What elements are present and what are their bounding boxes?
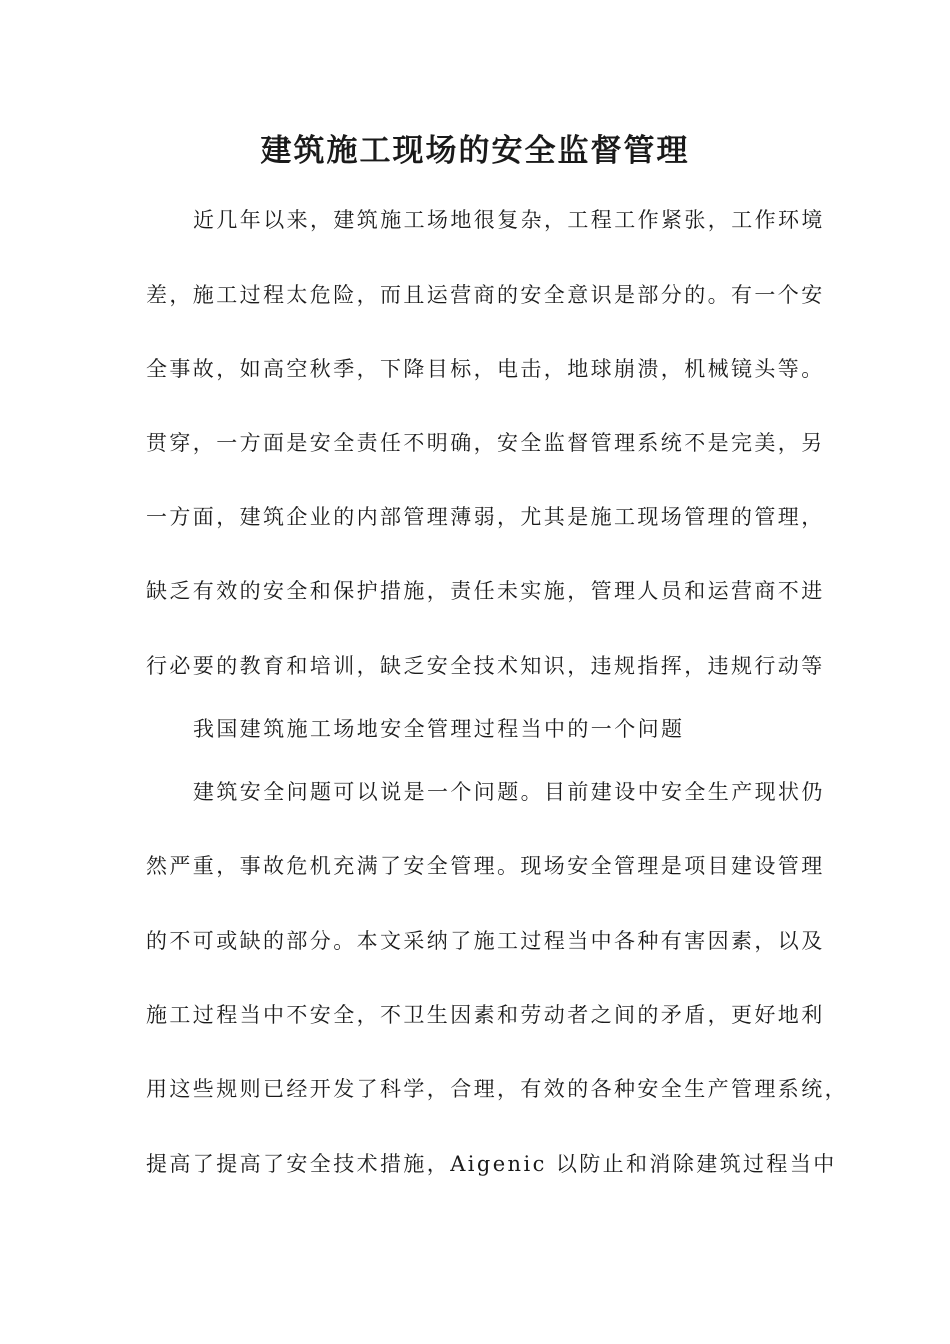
paragraph-line: 然严重，事故危机充满了安全管理。现场安全管理是项目建设管理: [146, 854, 825, 878]
paragraph-line: 行必要的教育和培训，缺乏安全技术知识，违规指挥，违规行动等: [146, 654, 825, 678]
paragraph-line: 提高了提高了安全技术措施，Aigenic 以防止和消除建筑过程当中: [146, 1152, 837, 1176]
section-subheading: 我国建筑施工场地安全管理过程当中的一个问题: [193, 717, 685, 741]
paragraph-line: 差，施工过程太危险，而且运营商的安全意识是部分的。有一个安: [146, 283, 825, 307]
paragraph-line: 贯穿，一方面是安全责任不明确，安全监督管理系统不是完美，另: [146, 431, 825, 455]
paragraph-line: 缺乏有效的安全和保护措施，责任未实施，管理人员和运营商不进: [146, 579, 825, 603]
paragraph-line: 用这些规则已经开发了科学，合理，有效的各种安全生产管理系统，: [146, 1077, 848, 1101]
paragraph-line: 的不可或缺的部分。本文采纳了施工过程当中各种有害因素，以及: [146, 929, 825, 953]
paragraph-line: 施工过程当中不安全，不卫生因素和劳动者之间的矛盾，更好地利: [146, 1003, 825, 1027]
paragraph-line: 近几年以来，建筑施工场地很复杂，工程工作紧张，工作环境: [193, 208, 825, 232]
paragraph-line: 一方面，建筑企业的内部管理薄弱，尤其是施工现场管理的管理，: [146, 505, 825, 529]
paragraph-line: 建筑安全问题可以说是一个问题。目前建设中安全生产现状仍: [193, 780, 825, 804]
document-title: 建筑施工现场的安全监督管理: [260, 133, 690, 169]
paragraph-line: 全事故，如高空秋季，下降目标，电击，地球崩溃，机械镜头等。: [146, 357, 825, 381]
